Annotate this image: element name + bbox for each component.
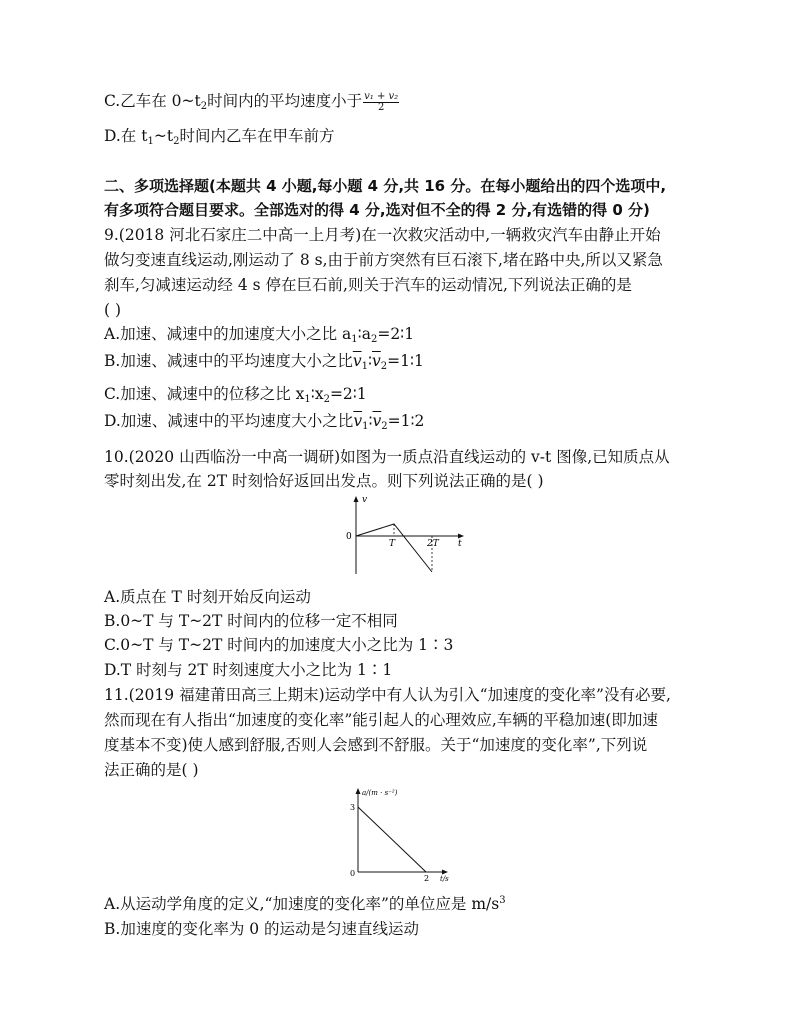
acceleration-line (358, 807, 426, 872)
q9-stem-line3: 刹车,匀减速运动经 4 s 停在巨石前,则关于汽车的运动情况,下列说法正确的是 (104, 276, 632, 294)
q11-at-graph (336, 786, 456, 882)
x-axis-label: t (458, 539, 462, 549)
origin-label: 0 (350, 869, 356, 878)
q9-stem-line2: 做匀变速直线运动,刚运动了 8 s,由于前方突然有巨石滚下,堵在路中央,所以又紧急 (104, 251, 663, 269)
x-axis-arrow (458, 534, 464, 539)
x-tick-label: 2 (424, 874, 430, 882)
q9-answer-paren: ( ) (104, 301, 122, 319)
q11-option-a: A.从运动学角度的定义,“加速度的变化率”的单位应是 $m/s^3$ (104, 895, 506, 913)
q10-option-d: D.T 时刻与 2T 时刻速度大小之比为 1∶1 (104, 661, 393, 679)
y-axis-label: v (362, 495, 368, 505)
q10-stem-line1: 10.(2020 山西临汾一中高一调研)如图为一质点沿直线运动的 v-t 图像,已知质点从 (104, 448, 670, 466)
q8-option-d: D.在 $t_1\sim t_2$时间内乙车在甲车前方 (104, 127, 335, 147)
tick-label-t: T (389, 539, 396, 549)
q11-stem-line2: 然而现在有人指出“加速度的变化率”能引起人的心理效应,车辆的平稳加速(即加速 (104, 711, 658, 729)
y-axis-arrow (354, 496, 359, 502)
x-axis-arrow (442, 870, 448, 875)
section-title-line1: 二、多项选择题(本题共 4 小题,每小题 4 分,共 16 分。在每小题给出的四个选项中, (104, 177, 667, 195)
y-axis-label: a/(m · s⁻²) (362, 789, 398, 797)
x-axis-label: t/s (440, 875, 449, 882)
q9-stem-line1: 9.(2018 河北石家庄二中高一上月考)在一次救灾活动中,一辆救灾汽车由静止开始 (104, 226, 661, 244)
q9-option-a: A.加速、减速中的加速度大小之比 $a_1∶a_2=2∶1$ (104, 325, 415, 345)
q10-vt-graph (338, 494, 468, 576)
section-title-line2: 有多项符合题目要求。全部选对的得 4 分,选对但不全的得 2 分,有选错的得 0 分) (104, 201, 650, 219)
q10-option-b: B.0~T 与 T~2T 时间内的位移一定不相同 (104, 612, 398, 630)
q11-stem-line1: 11.(2019 福建莆田高三上期末)运动学中有人认为引入“加速度的变化率”没有必要, (104, 686, 671, 704)
q11-stem-line3: 度基本不变)使人感到舒服,否则人会感到不舒服。关于“加速度的变化率”,下列说 (104, 736, 648, 754)
q9-option-b: B.加速、减速中的平均速度大小之比$\overline{v}_1∶\overline{v}_2=1∶1$ (104, 352, 424, 372)
q9-option-c: C.加速、减速中的位移之比 $x_1∶x_2=2∶1$ (104, 385, 367, 405)
y-tick-label: 3 (350, 803, 356, 812)
q10-stem-line2: 零时刻出发,在 2T 时刻恰好返回出发点。则下列说法正确的是( ) (104, 472, 544, 490)
q11-stem-line4: 法正确的是( ) (104, 761, 199, 779)
q8-option-c: C.乙车在 $0\sim t_2$时间内的平均速度小于 $\frac{\text{v₁ + v₂}}{2}$ (104, 90, 399, 113)
q10-option-c: C.0~T 与 T~2T 时间内的加速度大小之比为 1∶3 (104, 636, 454, 654)
q9-option-d: D.加速、减速中的平均速度大小之比$\overline{v}_1∶\overline{v}_2=1∶2$ (104, 412, 425, 432)
origin-label: 0 (346, 532, 352, 542)
fraction: $\frac{\text{v₁ + v₂}}{2}$ (364, 90, 399, 113)
y-axis-arrow (356, 788, 361, 794)
q10-option-a: A.质点在 T 时刻开始反向运动 (104, 588, 311, 606)
tick-label-2t: 2T (427, 539, 439, 549)
q11-option-b: B.加速度的变化率为 0 的运动是匀速直线运动 (104, 920, 420, 938)
